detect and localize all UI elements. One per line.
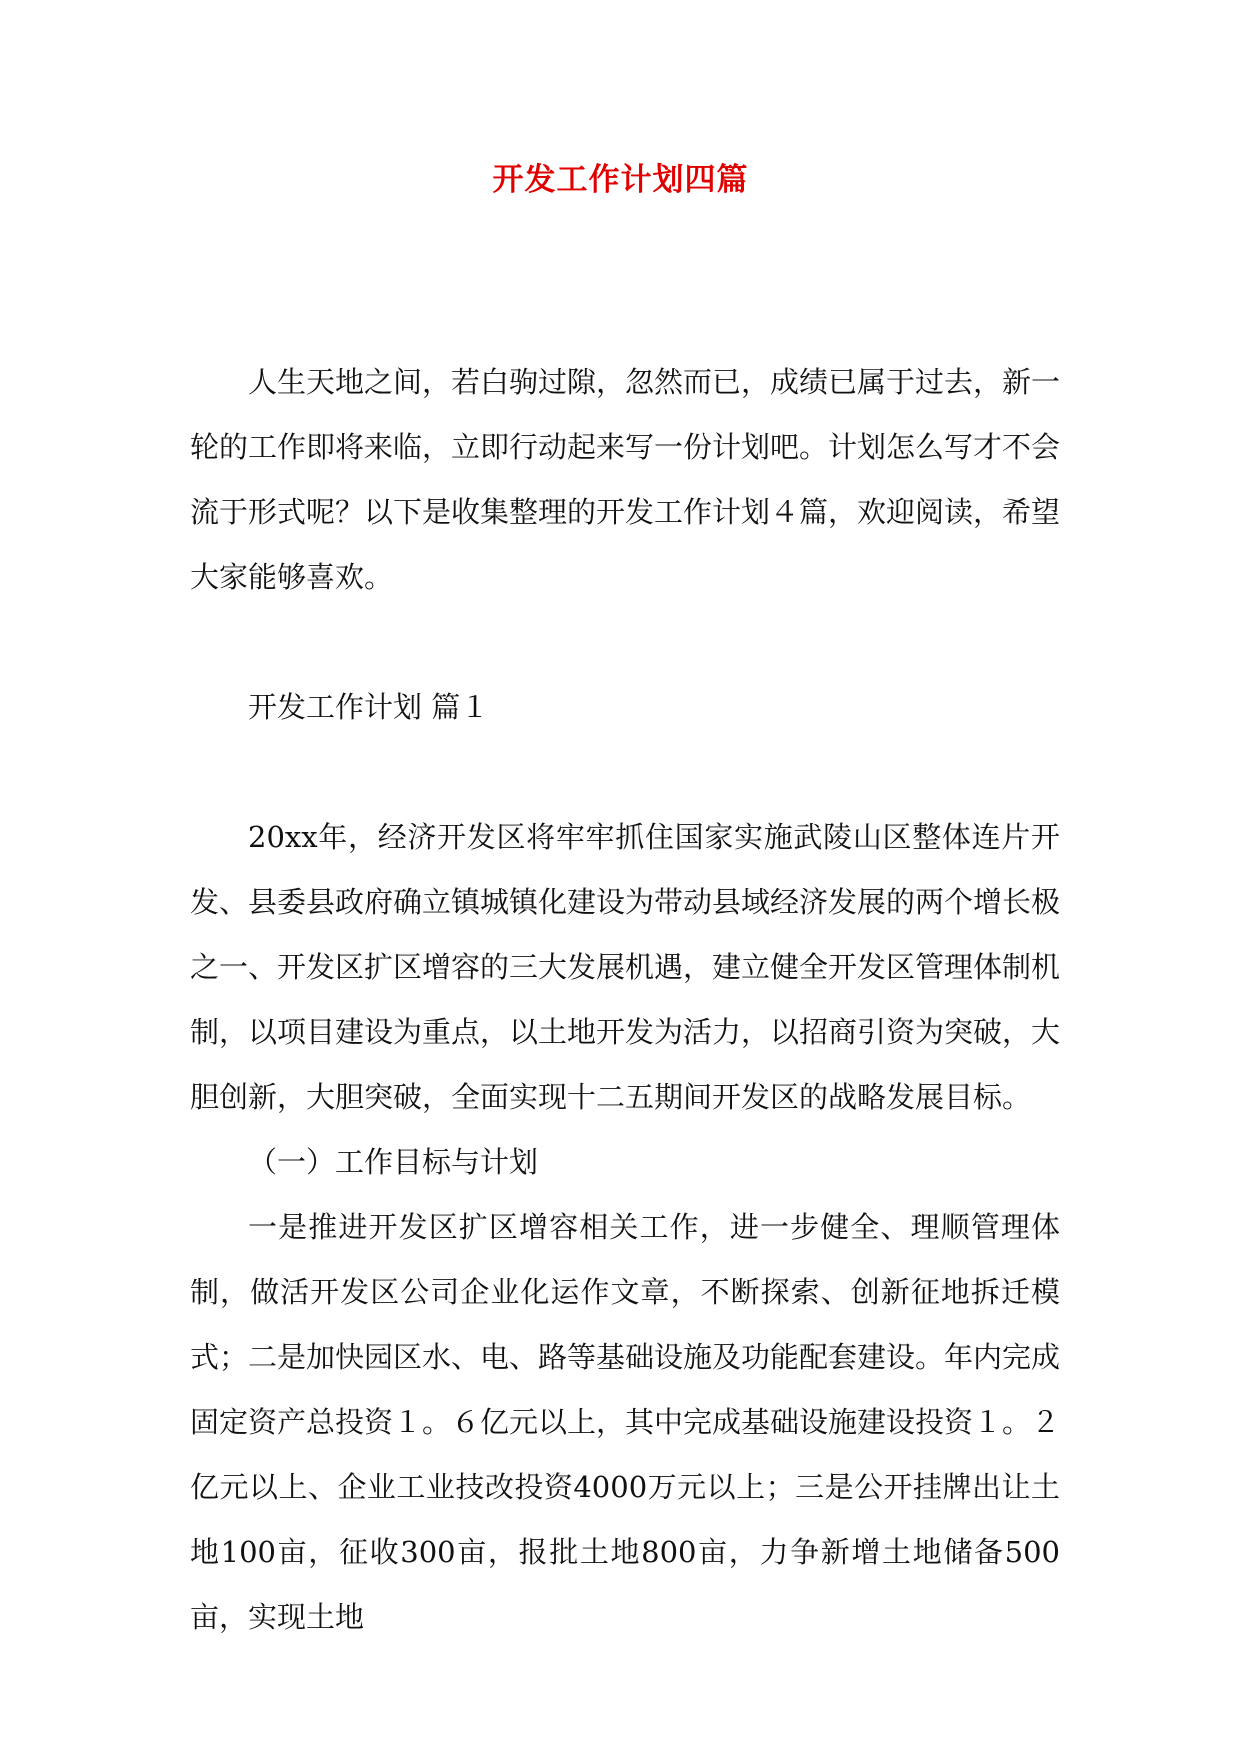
document-title: 开发工作计划四篇 — [492, 162, 749, 198]
section-heading: 开发工作计划 篇１ — [248, 690, 490, 724]
body-paragraph: 20xx年，经济开发区将牢牢抓住国家实施武陵山区整体连片开发、县委县政府确立镇城镇化建设为带动县域经济发展的两个增长极之一、开发区扩区增容的三大发展机遇，建立健全开发区管理体制机制，以项目建设为重点，以土地开发为活力，以招商引资为突破，大胆创新，大胆突破，全面实现十二五期间开发区的战略发展目标。 — [190, 820, 1061, 1114]
subsection-heading: （一）工作目标与计划 — [248, 1145, 539, 1179]
intro-paragraph: 人生天地之间，若白驹过隙，忽然而已，成绩已属于过去，新一轮的工作即将来临，立即行动起来写一份计划吧。计划怎么写才不会流于形式呢？以下是收集整理的开发工作计划４篇，欢迎阅读，希望大家能够喜欢。 — [190, 365, 1061, 594]
body-paragraph: 一是推进开发区扩区增容相关工作，进一步健全、理顺管理体制，做活开发区公司企业化运作文章，不断探索、创新征地拆迁模式；二是加快园区水、电、路等基础设施及功能配套建设。年内完成固定资产总投资１。６亿元以上，其中完成基础设施建设投资１。２亿元以上、企业工业技改投资4000万元以上；三是公开挂牌出让土地100亩，征收300亩，报批土地800亩，力争新增土地储备500亩，实现土地 — [190, 1210, 1061, 1634]
